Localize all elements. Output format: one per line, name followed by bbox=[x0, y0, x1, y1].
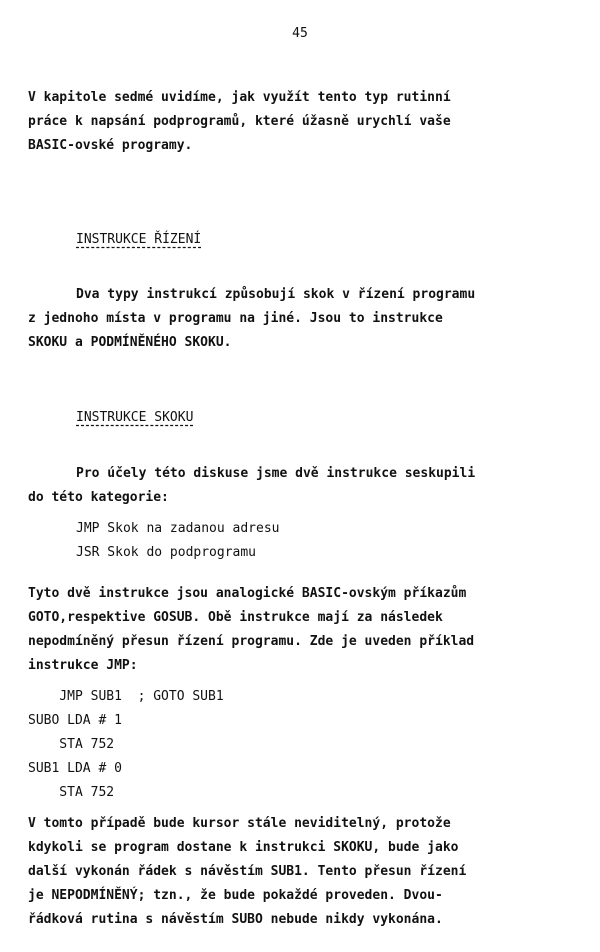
intro-line: práce k napsání podprogramů, které úžasně urychlí vaše bbox=[28, 114, 451, 129]
intro-line: BASIC-ovské programy. bbox=[28, 138, 193, 153]
page-number: 45 bbox=[292, 26, 308, 41]
paragraph-line: GOTO,respektive GOSUB. Obě instrukce mají za následek bbox=[28, 610, 443, 625]
paragraph-line: nepodmíněný přesun řízení programu. Zde je uveden příklad bbox=[28, 634, 475, 649]
instruction-item: JSR Skok do podprogramu bbox=[76, 545, 257, 560]
section-heading-jump: INSTRUKCE SKOKU bbox=[76, 410, 194, 425]
paragraph-line: Tyto dvě instrukce jsou analogické BASIC-ovským příkazům bbox=[28, 586, 467, 601]
section-heading-control: INSTRUKCE ŘÍZENÍ bbox=[76, 232, 202, 247]
paragraph-line: další vykonán řádek s návěstím SUB1. Tento přesun řízení bbox=[28, 864, 467, 879]
code-line: SUBO LDA # 1 bbox=[28, 713, 122, 728]
paragraph-line: V tomto případě bude kursor stále neviditelný, protože bbox=[28, 816, 451, 831]
paragraph-line: je NEPODMÍNĚNÝ; tzn., že bude pokaždé proveden. Dvou- bbox=[28, 888, 443, 903]
paragraph-line: Dva typy instrukcí způsobují skok v řízení programu bbox=[76, 287, 476, 302]
paragraph-line: SKOKU a PODMÍNĚNÉHO SKOKU. bbox=[28, 335, 232, 350]
paragraph-line: z jednoho místa v programu na jiné. Jsou to instrukce bbox=[28, 311, 443, 326]
paragraph-line: Pro účely této diskuse jsme dvě instrukce seskupili bbox=[76, 466, 476, 481]
code-line: STA 752 bbox=[28, 785, 115, 800]
code-line: SUB1 LDA # 0 bbox=[28, 761, 122, 776]
code-line: JMP SUB1 ; GOTO SUB1 bbox=[28, 689, 224, 704]
paragraph-line: instrukce JMP: bbox=[28, 658, 138, 673]
intro-line: V kapitole sedmé uvidíme, jak využít tento typ rutinní bbox=[28, 90, 451, 105]
paragraph-line: do této kategorie: bbox=[28, 490, 169, 505]
paragraph-line: řádková rutina s návěstím SUBO nebude nikdy vykonána. bbox=[28, 912, 443, 927]
code-line: STA 752 bbox=[28, 737, 115, 752]
paragraph-line: kdykoli se program dostane k instrukci SKOKU, bude jako bbox=[28, 840, 459, 855]
instruction-item: JMP Skok na zadanou adresu bbox=[76, 521, 280, 536]
